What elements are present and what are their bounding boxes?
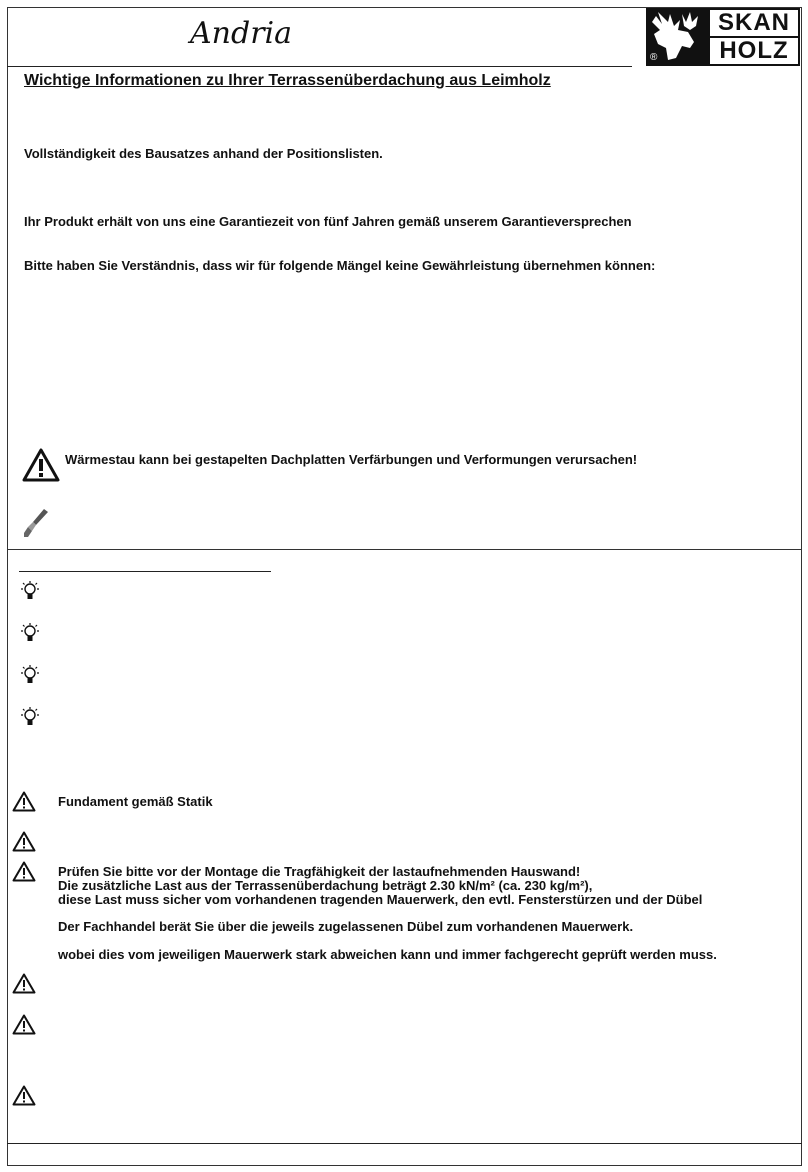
- warranty-text: Ihr Produkt erhält von uns eine Garantiezeit von fünf Jahren gemäß unserem Garantieversprechen: [24, 214, 632, 229]
- bottom-panel: [7, 549, 802, 1166]
- logo-text-holz: HOLZ: [710, 38, 798, 64]
- warning-icon: [12, 973, 36, 994]
- skanholz-logo: [646, 8, 800, 66]
- page-title: Wichtige Informationen zu Ihrer Terrassenüberdachung aus Leimholz: [24, 72, 551, 89]
- brand-logo: [190, 16, 292, 51]
- warning-icon: [22, 448, 60, 482]
- lightbulb-icon: [20, 622, 40, 644]
- check-wall-line-3: diese Last muss sicher vom vorhandenen tragenden Mauerwerk, den evtl. Fensterstürzen und der Dübel: [58, 892, 703, 907]
- heat-warning-text: Wärmestau kann bei gestapelten Dachplatten Verfärbungen und Verformungen verursachen!: [65, 452, 638, 467]
- warning-icon: [12, 861, 36, 882]
- check-wall-line-2: Die zusätzliche Last aus der Terrassenüberdachung beträgt 2.30 kN/m² (ca. 230 kg/m²),: [58, 878, 593, 893]
- foundation-text: Fundament gemäß Statik: [58, 794, 213, 809]
- completeness-text: Vollständigkeit des Bausatzes anhand der Positionslisten.: [24, 146, 383, 161]
- no-liability-text: Bitte haben Sie Verständnis, dass wir für folgende Mängel keine Gewährleistung übernehmen können:: [24, 258, 656, 273]
- logo-text-skan: SKAN: [710, 10, 798, 36]
- paint-brush-icon: [22, 507, 50, 539]
- warning-icon: [12, 1014, 36, 1035]
- brand-name: Andria: [190, 16, 293, 51]
- dealer-advice-text: Der Fachhandel berät Sie über die jeweils zugelassenen Dübel zum vorhandenen Mauerwerk.: [58, 919, 634, 934]
- lightbulb-icon: [20, 664, 40, 686]
- footer-divider: [7, 1143, 802, 1144]
- masonry-note-text: wobei dies vom jeweiligen Mauerwerk stark abweichen kann und immer fachgerecht geprüft werden muss.: [58, 947, 717, 962]
- lightbulb-icon: [20, 706, 40, 728]
- warning-icon: [12, 831, 36, 852]
- registered-mark: ®: [650, 52, 658, 63]
- warning-icon: [12, 1085, 36, 1106]
- section2-rule: [19, 571, 271, 572]
- warning-icon: [12, 791, 36, 812]
- header-rule: [7, 66, 632, 67]
- lightbulb-icon: [20, 580, 40, 602]
- check-wall-line-1: Prüfen Sie bitte vor der Montage die Tragfähigkeit der lastaufnehmenden Hauswand!: [58, 864, 581, 879]
